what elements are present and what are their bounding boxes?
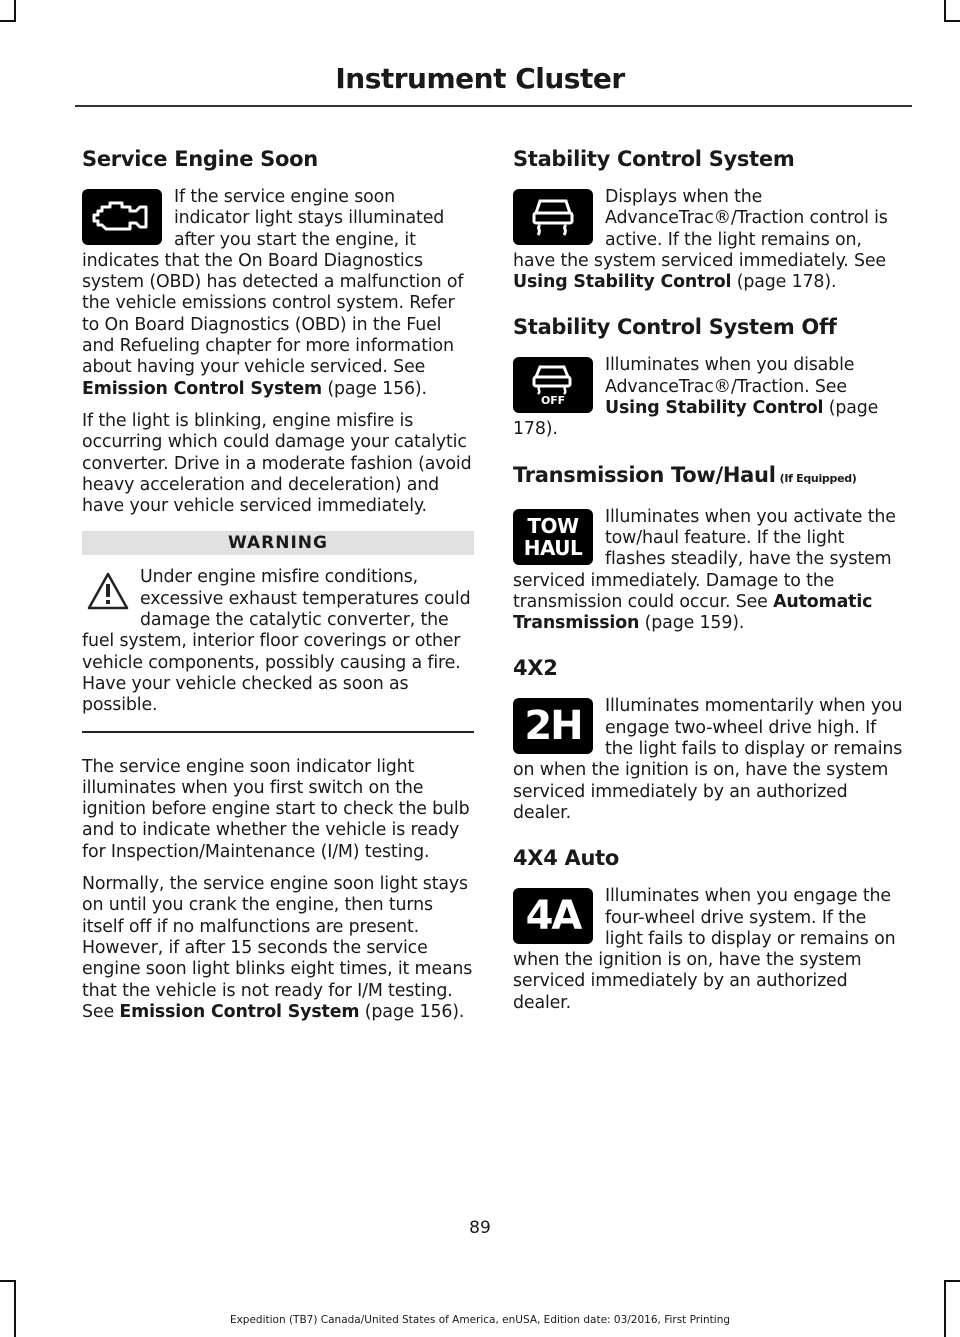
warning-divider xyxy=(82,731,474,733)
stability-control-off-paragraph: OFF Illuminates when you disable AdvanceTrac®/Traction. See Using Stability Control (page 178). xyxy=(513,355,879,440)
crop-mark xyxy=(944,20,960,22)
stability-control-heading: Stability Control System xyxy=(513,147,795,171)
tow-haul-paragraph: TOW HAUL Illuminates when you activate the tow/haul feature. If the light flashes steadily, have the system serviced immediately. Damage to the transmission could occur. See Automatic Transmission (page 159). xyxy=(513,506,896,634)
crop-mark xyxy=(944,1280,960,1282)
4x2-paragraph: 2H Illuminates momentarily when you engage two-wheel drive high. If the light fails to display or remains on when the ignition is on, have the system serviced immediately by an authorized dealer. xyxy=(513,696,903,823)
stability-control-off-icon xyxy=(513,357,593,413)
using-stability-control-link[interactable]: Using Stability Control xyxy=(605,398,824,419)
check-engine-icon xyxy=(82,189,162,245)
automatic-transmission-link[interactable]: Automatic Transmission xyxy=(513,591,873,634)
emission-control-link[interactable]: Emission Control System xyxy=(119,1001,360,1022)
warning-triangle-icon xyxy=(86,571,130,611)
4a-icon: 4A xyxy=(513,888,593,944)
stability-control-off-heading: Stability Control System Off xyxy=(513,315,837,340)
header-rule xyxy=(75,105,912,107)
service-engine-paragraph-3: The service engine soon indicator light illuminates when you first switch on the ignition before engine start to check the bulb and to indicate whether the vehicle is ready for Inspection/Maintenance (I/M) testing. xyxy=(82,756,470,862)
service-engine-paragraph-1: If the service engine soon indicator light stays illuminated after you start the engine, it indicates that the On Board Diagnostics system (OBD) has detected a malfunction of the vehicle emissions control system. Refer to On Board Diagnostics (OBD) in the Fuel and Refueling chapter for more information about having your vehicle serviced. See Emission Control System (page 156). xyxy=(82,187,464,399)
stability-control-paragraph: Displays when the AdvanceTrac®/Traction control is active. If the light remains on, have the system serviced immediately. See Using Stability Control (page 178). xyxy=(513,187,888,293)
if-equipped-note: (If Equipped) xyxy=(779,471,857,485)
page-number: 89 xyxy=(469,1218,491,1238)
footer-edition: Expedition (TB7) Canada/United States of America, enUSA, Edition date: 03/2016, First Printing xyxy=(229,1314,731,1326)
crop-mark xyxy=(14,1280,16,1337)
warning-header: WARNING xyxy=(82,531,474,555)
left-column xyxy=(82,145,474,1034)
crop-mark xyxy=(944,1280,946,1337)
2h-icon: 2H xyxy=(513,698,593,754)
crop-mark xyxy=(14,0,16,22)
using-stability-control-link[interactable]: Using Stability Control xyxy=(513,272,732,293)
4x4-auto-heading: 4X4 Auto xyxy=(513,846,619,871)
off-label: OFF xyxy=(541,394,565,408)
crop-mark xyxy=(944,0,946,22)
warning-text: Under engine misfire conditions, excessive exhaust temperatures could damage the catalytic converter, the fuel system, interior floor coverings or other vehicle components, possibly causing a fire. Have your vehicle checked as soon as possible. xyxy=(82,567,471,716)
4x4-auto-paragraph: 4A Illuminates when you engage the four-wheel drive system. If the light fails to display or remains on when the ignition is on, have the system serviced immediately by an authorized dealer. xyxy=(513,886,896,1013)
page-title: Instrument Cluster xyxy=(335,62,625,95)
tow-haul-heading: Transmission Tow/Haul (If Equipped) xyxy=(513,462,857,487)
tow-haul-icon: TOW HAUL xyxy=(513,509,593,565)
4x2-heading: 4X2 xyxy=(513,656,558,681)
service-engine-paragraph-2: If the light is blinking, engine misfire is occurring which could damage your catalytic converter. Drive in a moderate fashion (avoid heavy acceleration and deceleration) and have your vehicle serviced immediately. xyxy=(82,410,472,517)
emission-control-link[interactable]: Emission Control System xyxy=(82,378,322,399)
crop-mark xyxy=(0,1280,16,1282)
crop-mark xyxy=(0,20,16,22)
service-engine-soon-heading: Service Engine Soon xyxy=(82,147,318,171)
stability-control-icon xyxy=(513,189,593,245)
right-column xyxy=(513,145,905,1025)
service-engine-paragraph-4: Normally, the service engine soon light stays on until you crank the engine, then turns itself off if no malfunctions are present. However, if after 15 seconds the service engine soon light blinks eight times, it means that the vehicle is not ready for I/M testing. See Emission Control System (page 156). xyxy=(82,874,473,1022)
